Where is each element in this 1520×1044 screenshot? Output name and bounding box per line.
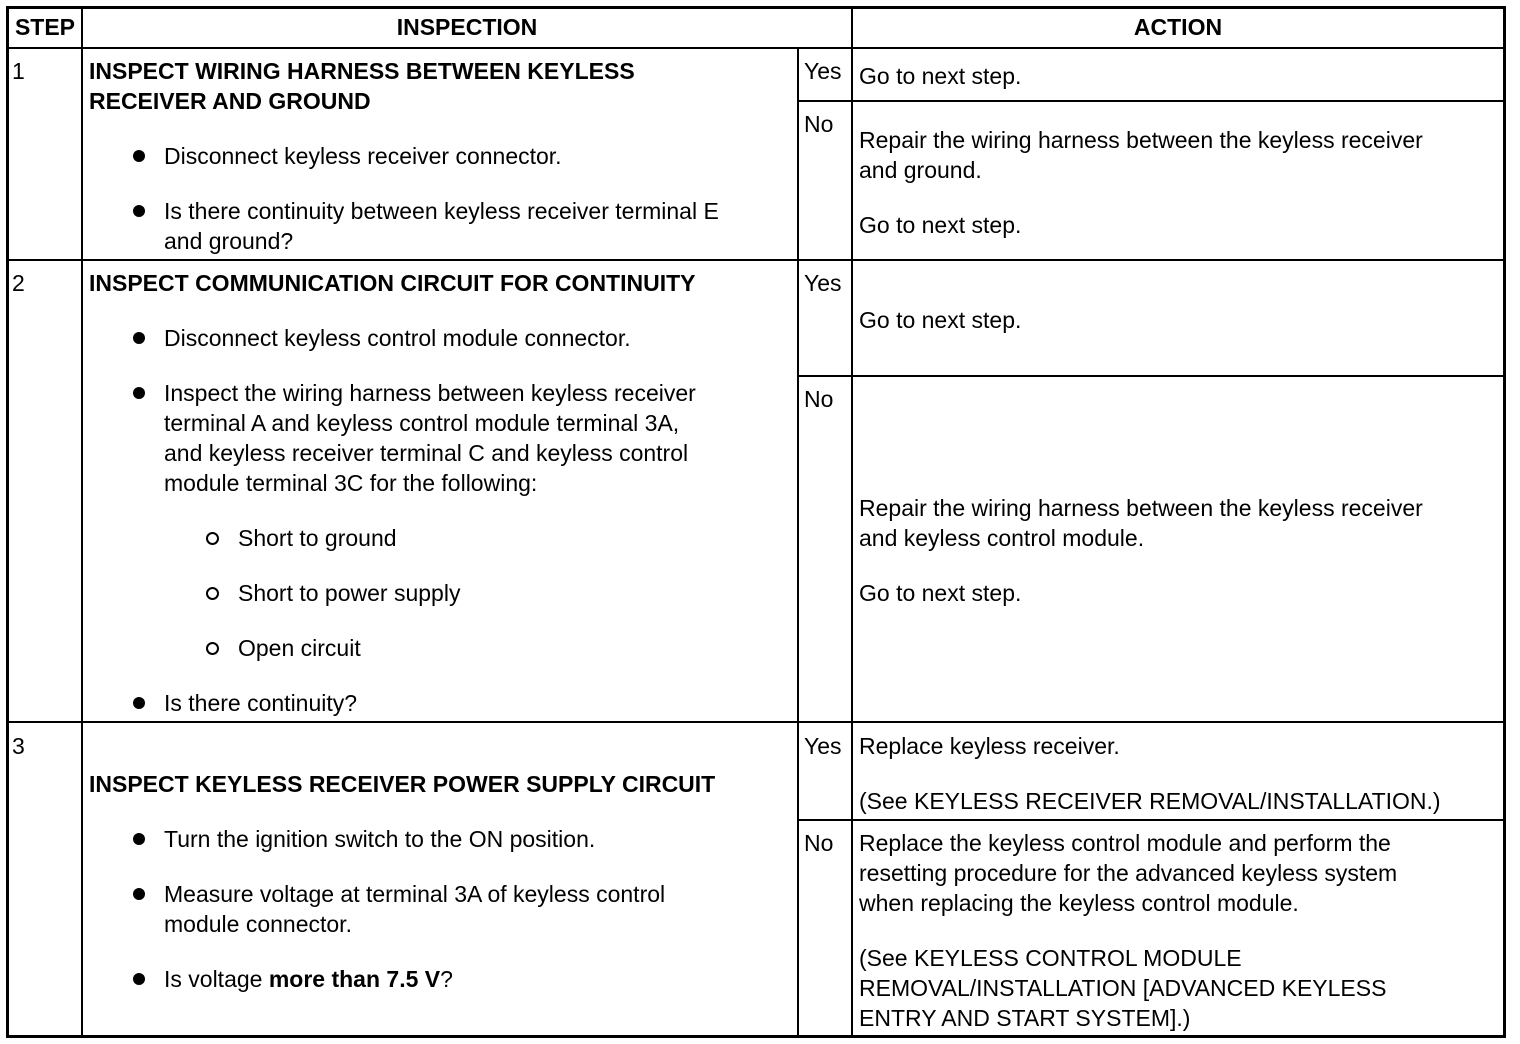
yes-label: Yes bbox=[804, 58, 842, 84]
sub-bullet-icon bbox=[206, 587, 219, 600]
no-action: Repair the wiring harness between the keyless receiver bbox=[859, 127, 1423, 153]
header-divider bbox=[8, 47, 1505, 49]
sub-bullet-text: Short to ground bbox=[238, 525, 397, 551]
step-title: INSPECT KEYLESS RECEIVER POWER SUPPLY CIRCUIT bbox=[89, 771, 716, 797]
bullet-icon bbox=[133, 833, 145, 845]
header-step: STEP bbox=[14, 14, 76, 40]
no-action: (See KEYLESS CONTROL MODULE bbox=[859, 945, 1242, 971]
yes-no-divider-1 bbox=[798, 100, 1505, 102]
no-action: and ground. bbox=[859, 157, 982, 183]
bullet-icon bbox=[133, 332, 145, 344]
yes-no-divider-2 bbox=[798, 375, 1505, 377]
bullet-icon bbox=[133, 697, 145, 709]
no-action: Go to next step. bbox=[859, 580, 1022, 606]
step-title: RECEIVER AND GROUND bbox=[89, 88, 371, 114]
header-action: ACTION bbox=[1133, 14, 1223, 40]
bullet-text: module terminal 3C for the following: bbox=[164, 470, 538, 496]
voltage-threshold: more than 7.5 V bbox=[268, 966, 441, 992]
bullet-text: terminal A and keyless control module terminal 3A, bbox=[164, 410, 680, 436]
bullet-text: Turn the ignition switch to the ON position. bbox=[164, 826, 596, 852]
bullet-icon bbox=[133, 888, 145, 900]
bullet-icon bbox=[133, 205, 145, 217]
yes-action: (See KEYLESS RECEIVER REMOVAL/INSTALLATION.) bbox=[859, 788, 1441, 814]
bullet-text: Measure voltage at terminal 3A of keyless control bbox=[164, 881, 666, 907]
yes-label: Yes bbox=[804, 733, 842, 759]
step-number: 1 bbox=[12, 58, 25, 84]
bullet-icon bbox=[133, 387, 145, 399]
yes-action: Go to next step. bbox=[859, 307, 1022, 333]
no-action: resetting procedure for the advanced keyless system bbox=[859, 860, 1398, 886]
yes-no-divider-3 bbox=[798, 819, 1505, 821]
step-title: INSPECT WIRING HARNESS BETWEEN KEYLESS bbox=[89, 58, 635, 84]
answer-column-divider bbox=[797, 48, 799, 1037]
bullet-text: Inspect the wiring harness between keyless receiver bbox=[164, 380, 696, 406]
sub-bullet-icon bbox=[206, 642, 219, 655]
row-divider-1-2 bbox=[8, 259, 1505, 261]
no-action: Go to next step. bbox=[859, 212, 1022, 238]
no-action: REMOVAL/INSTALLATION [ADVANCED KEYLESS bbox=[859, 975, 1387, 1001]
no-label: No bbox=[804, 830, 834, 856]
bullet-text-part: ? bbox=[440, 966, 453, 992]
header-inspection: INSPECTION bbox=[396, 14, 538, 40]
sub-bullet-text: Open circuit bbox=[238, 635, 361, 661]
row-divider-2-3 bbox=[8, 721, 1505, 723]
bullet-text: Disconnect keyless control module connector. bbox=[164, 325, 631, 351]
step-number: 3 bbox=[12, 733, 25, 759]
no-action: ENTRY AND START SYSTEM].) bbox=[859, 1005, 1191, 1031]
bullet-text: and ground? bbox=[164, 228, 294, 254]
bullet-icon bbox=[133, 150, 145, 162]
yes-label: Yes bbox=[804, 270, 842, 296]
step-title: INSPECT COMMUNICATION CIRCUIT FOR CONTINUITY bbox=[89, 270, 696, 296]
no-label: No bbox=[804, 386, 834, 412]
bullet-text-part: Is voltage bbox=[164, 966, 269, 992]
bullet-text: Is there continuity between keyless receiver terminal E bbox=[164, 198, 719, 224]
no-label: No bbox=[804, 111, 834, 137]
yes-action: Go to next step. bbox=[859, 63, 1022, 89]
no-action: Repair the wiring harness between the keyless receiver bbox=[859, 495, 1423, 521]
no-action: and keyless control module. bbox=[859, 525, 1145, 551]
step-number: 2 bbox=[12, 270, 25, 296]
bullet-text: module connector. bbox=[164, 911, 352, 937]
bullet-icon bbox=[133, 973, 145, 985]
no-action: when replacing the keyless control module. bbox=[859, 890, 1299, 916]
no-action: Replace the keyless control module and perform the bbox=[859, 830, 1391, 856]
bullet-text: and keyless receiver terminal C and keyless control bbox=[164, 440, 689, 466]
action-column-divider bbox=[851, 8, 853, 1037]
yes-action: Replace keyless receiver. bbox=[859, 733, 1120, 759]
sub-bullet-text: Short to power supply bbox=[238, 580, 461, 606]
bullet-text: Disconnect keyless receiver connector. bbox=[164, 143, 562, 169]
bullet-text bbox=[164, 964, 453, 994]
step-column-divider bbox=[81, 8, 83, 1037]
bullet-text: Is there continuity? bbox=[164, 690, 358, 716]
sub-bullet-icon bbox=[206, 532, 219, 545]
